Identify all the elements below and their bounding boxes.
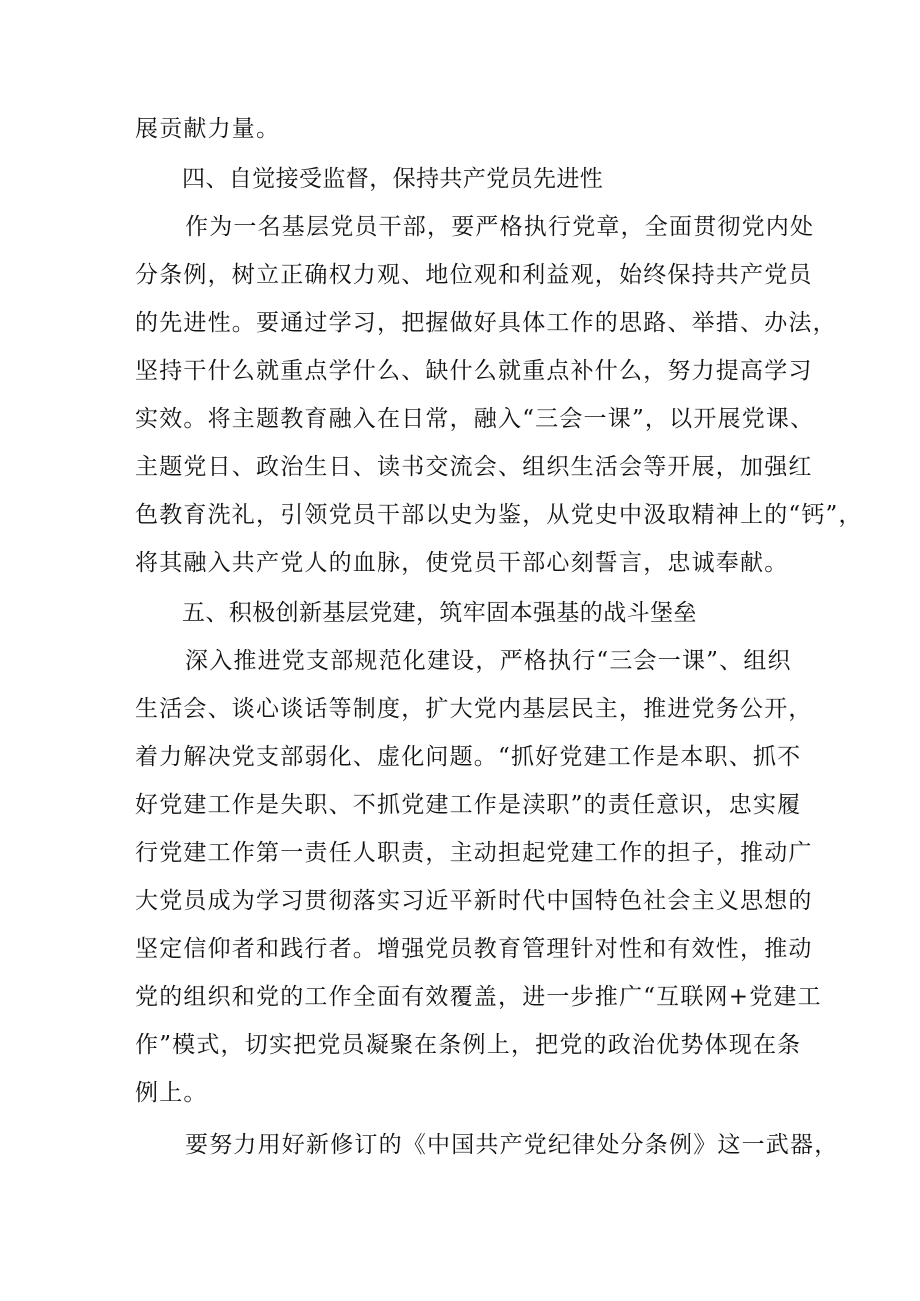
paragraph-line: 实效。将主题教育融入在日常，融入“三会一课”，以开展党课、 [135, 406, 815, 432]
paragraph-line: 作”模式，切实把党员凝聚在条例上，把党的政治优势体现在条 [135, 1032, 802, 1058]
paragraph-line: 主题党日、政治生日、读书交流会、组织生活会等开展，加强红 [135, 454, 813, 480]
paragraph-line: 色教育洗礼，引领党员干部以史为鉴，从党史中汲取精神上的“钙”， [135, 502, 863, 528]
paragraph-line: 作为一名基层党员干部，要严格执行党章，全面贯彻党内处 [185, 214, 815, 240]
paragraph-line: 着力解决党支部弱化、虚化问题。“抓好党建工作是本职、抓不 [135, 744, 802, 770]
paragraph-line: 行党建工作第一责任人职责，主动担起党建工作的担子，推动广 [135, 840, 813, 866]
paragraph-line: 生活会、谈心谈话等制度，扩大党内基层民主，推进党务公开， [135, 696, 813, 722]
section-heading-4: 四、自觉接受监督，保持共产党员先进性 [182, 166, 604, 192]
paragraph-line: 好党建工作是失职、不抓党建工作是渎职”的责任意识，忠实履 [135, 792, 802, 818]
paragraph-line: 深入推进党支部规范化建设，严格执行“三会一课”、组织 [185, 648, 792, 674]
paragraph-line: 要努力用好新修订的《中国共产党纪律处分条例》这一武器， [185, 1132, 839, 1158]
paragraph-line: 坚定信仰者和践行者。增强党员教育管理针对性和有效性，推动 [135, 936, 813, 962]
paragraph-line: 大党员成为学习贯彻落实习近平新时代中国特色社会主义思想的 [135, 888, 813, 914]
paragraph-line: 例上。 [135, 1080, 208, 1106]
paragraph-line: 坚持干什么就重点学什么、缺什么就重点补什么，努力提高学习 [135, 358, 813, 384]
paragraph-line: 分条例，树立正确权力观、地位观和利益观，始终保持共产党员 [135, 262, 813, 288]
paragraph-line: 将其融入共产党人的血脉，使党员干部心刻誓言，忠诚奉献。 [135, 550, 789, 576]
paragraph-line: 展贡献力量。 [135, 116, 281, 142]
paragraph-line: 党的组织和党的工作全面有效覆盖，进一步推广“互联网+党建工 [135, 984, 822, 1010]
section-heading-5: 五、积极创新基层党建，筑牢固本强基的战斗堡垒 [182, 600, 697, 626]
paragraph-line: 的先进性。要通过学习，把握做好具体工作的思路、举措、办法， [135, 310, 837, 336]
